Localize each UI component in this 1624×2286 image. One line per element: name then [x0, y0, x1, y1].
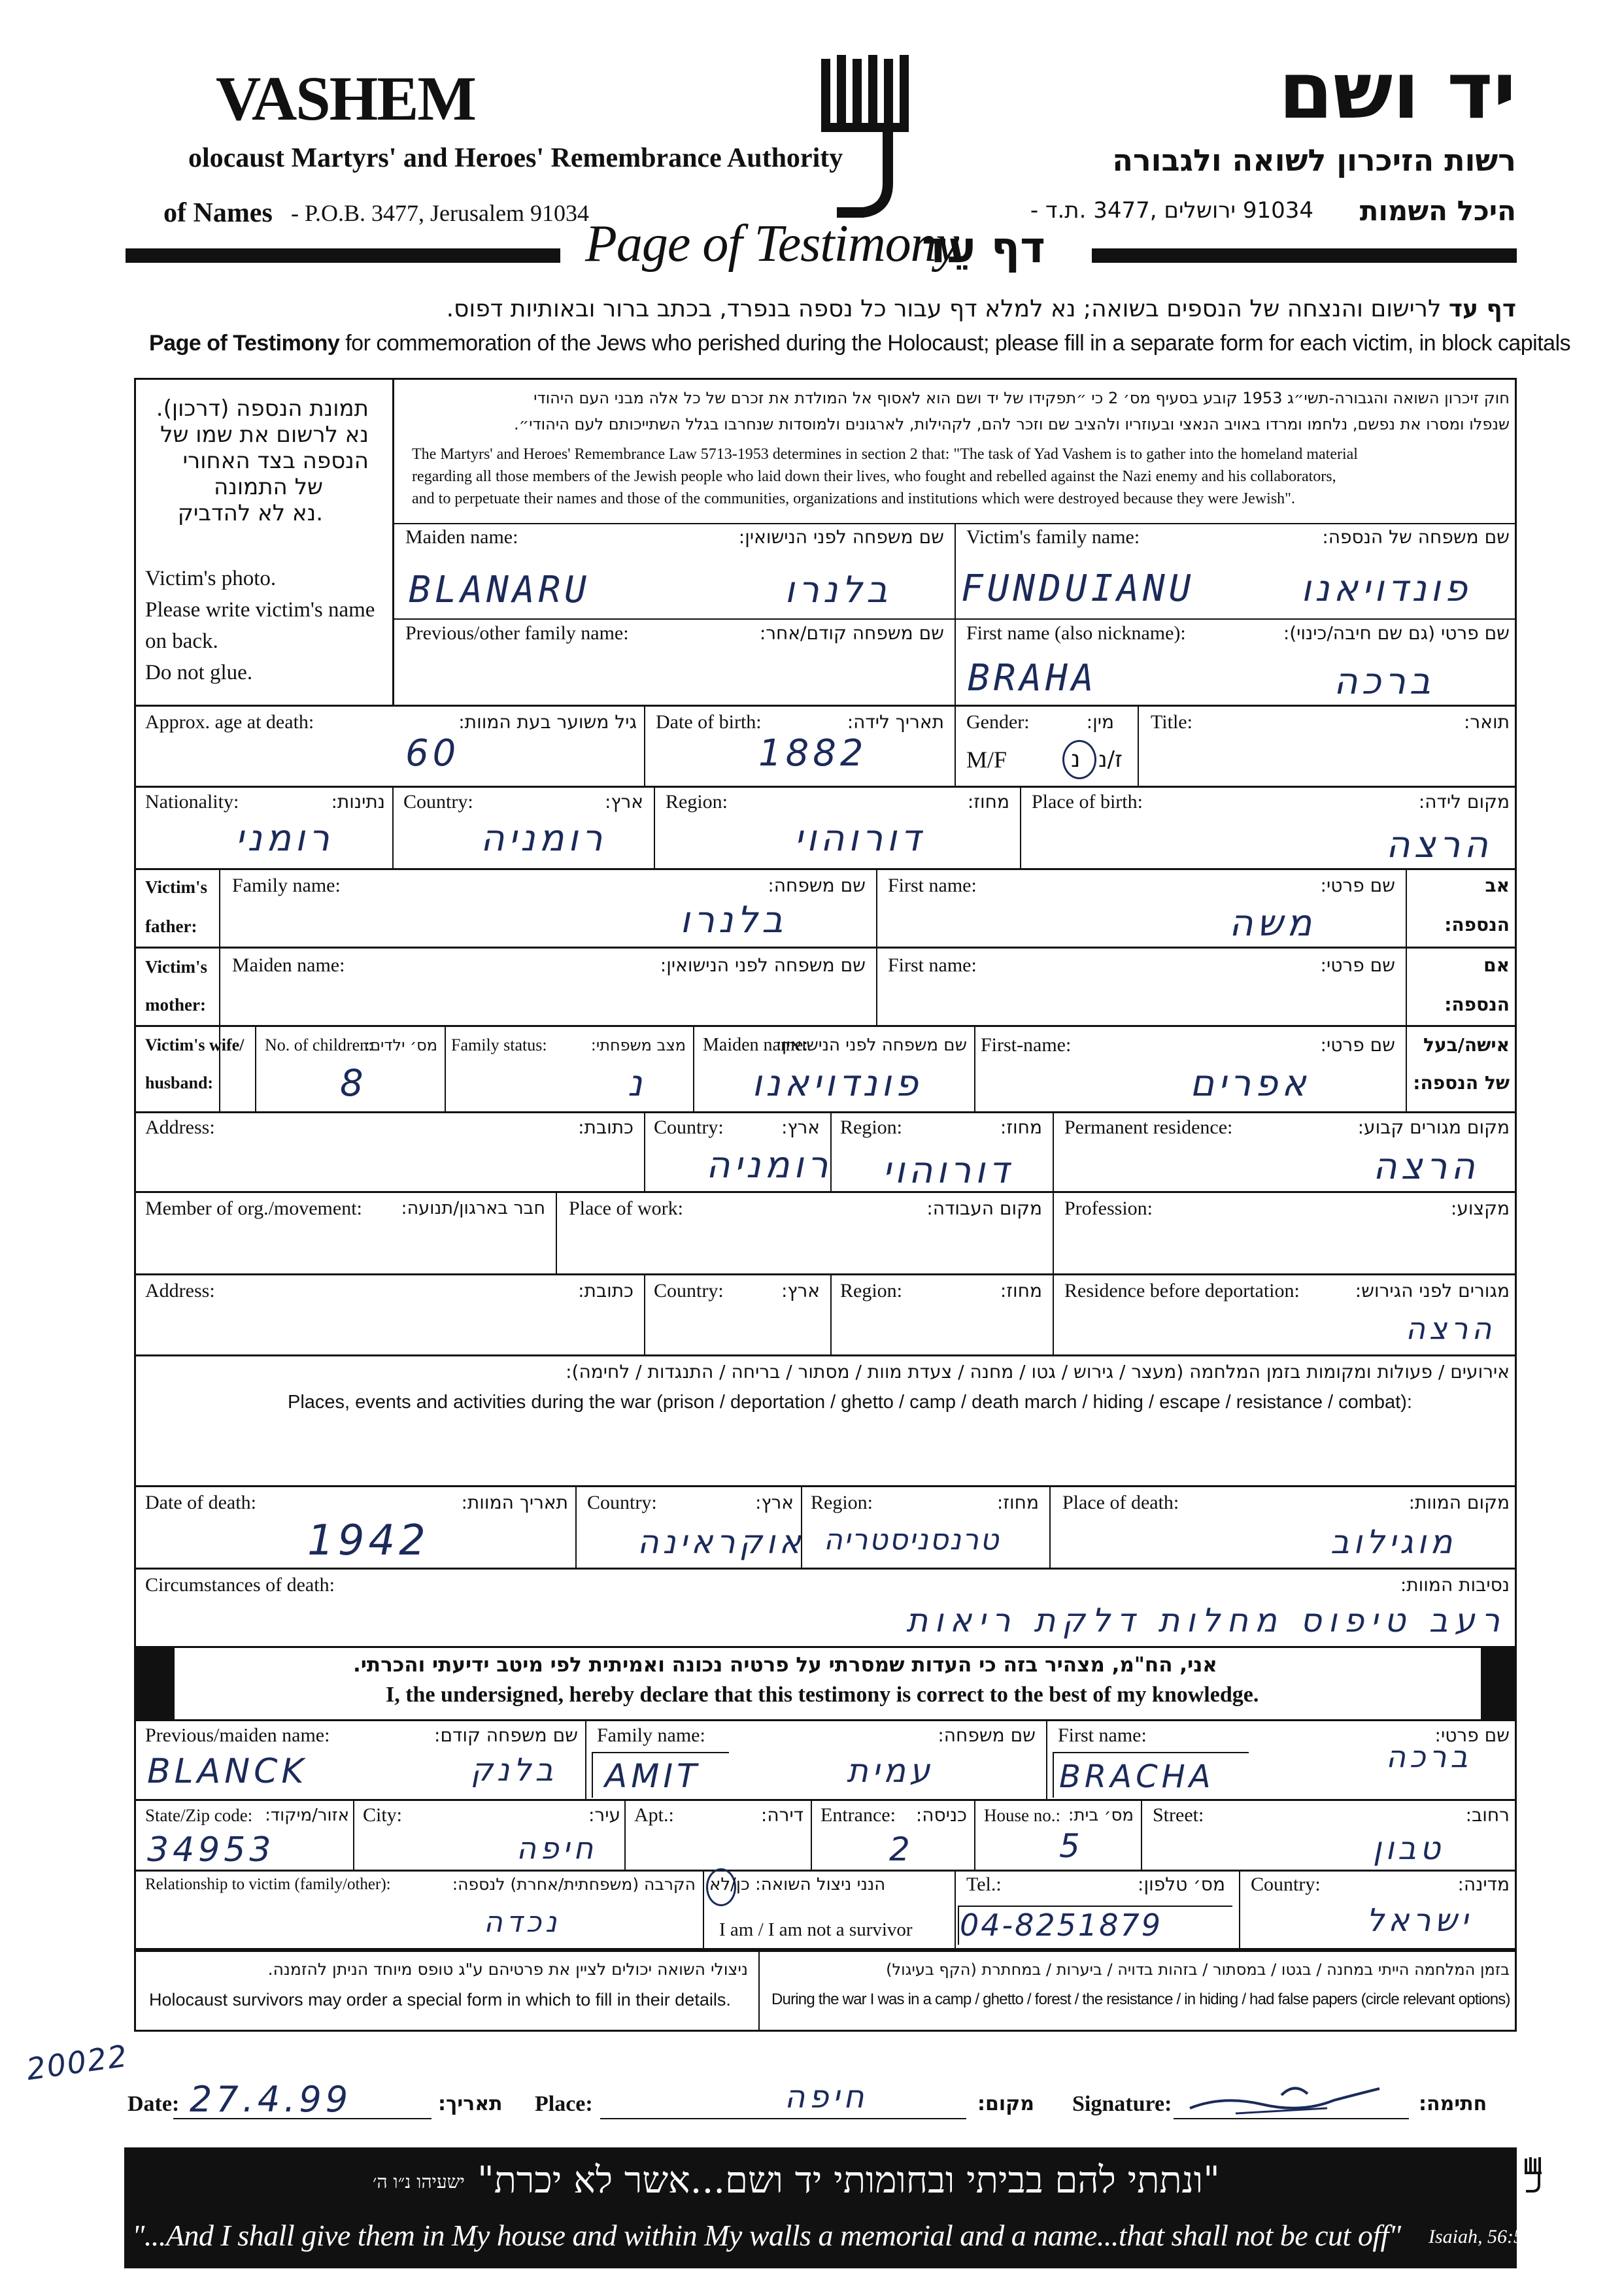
- rule: [134, 1354, 1517, 1356]
- rule: [1053, 1273, 1054, 1354]
- age-value[interactable]: 60: [405, 732, 460, 775]
- place-line: [600, 2118, 966, 2119]
- places-label-en: Places, events and activities during the war (prison / deportation / ghetto / camp / death march / hiding / escape / resistance / combat):: [288, 1392, 1412, 1413]
- footer-quote-he: "ונתתי להם בביתי ובחומותי יד ושם...אשר לא יכרת": [477, 2159, 1220, 2202]
- dod-label: Date of death:: [145, 1492, 256, 1513]
- pod-value[interactable]: מוגילוב: [1330, 1523, 1457, 1561]
- pob-label-he: מקום לידה:: [1418, 791, 1510, 813]
- country-label-he: ארץ:: [604, 791, 643, 813]
- rule: [1406, 868, 1407, 1113]
- maiden-name-label-he: שם משפחה לפני הנישואין:: [738, 526, 944, 548]
- city-label-he: עיר:: [588, 1804, 620, 1826]
- address2-region-label: Region:: [840, 1280, 902, 1302]
- photo-he-line: .נא לא להדביק: [177, 500, 323, 526]
- dod-label-he: תאריך המוות:: [461, 1492, 568, 1513]
- spouse-maiden-value[interactable]: פונדויאנו: [752, 1062, 922, 1105]
- age-label-he: גיל משוער בעת המוות:: [458, 711, 637, 733]
- res-country-value[interactable]: רומניה: [706, 1144, 832, 1186]
- gender-options: M/F: [966, 747, 1007, 773]
- dod-value[interactable]: 1942: [307, 1517, 430, 1565]
- res-country-label: Country:: [654, 1117, 724, 1138]
- mother-first-label-he: שם פרטי:: [1320, 954, 1395, 976]
- res-region-label: Region:: [840, 1117, 902, 1138]
- rule: [1138, 705, 1139, 786]
- zip-value[interactable]: 34953: [147, 1830, 275, 1870]
- circ-label-he: נסיבות המוות:: [1400, 1574, 1510, 1596]
- victim-family-label-he: שם משפחה של הנספה:: [1322, 526, 1510, 548]
- father-first-value[interactable]: משה: [1229, 902, 1316, 945]
- perm-res-value[interactable]: הרצה: [1373, 1145, 1480, 1188]
- rule: [445, 1025, 446, 1111]
- submitter-country-value[interactable]: ישראל: [1366, 1902, 1472, 1939]
- rule: [134, 868, 1517, 870]
- prev-family-label-he: שם משפחה קודם/אחר:: [759, 622, 944, 644]
- circ-label: Circumstances of death:: [145, 1574, 335, 1596]
- death-country-value[interactable]: אוקראינה: [637, 1523, 805, 1561]
- father-first-label: First name:: [888, 875, 977, 896]
- victim-family-value[interactable]: FUNDUIANU: [961, 567, 1195, 610]
- rule: [134, 1568, 1517, 1570]
- declaration-band-right: [1481, 1646, 1517, 1719]
- spouse-label: Victim's wife/: [145, 1035, 245, 1054]
- zip-label: State/Zip code:: [145, 1806, 253, 1825]
- first-name-label-he: שם פרטי (גם שם חיבה/כינוי):: [1283, 622, 1510, 644]
- dob-value[interactable]: 1882: [758, 732, 868, 775]
- city-label: City:: [363, 1804, 403, 1826]
- margin-number: 20022: [24, 2038, 131, 2087]
- relationship-label: Relationship to victim (family/other):: [145, 1875, 391, 1893]
- org-en-subtitle: olocaust Martyrs' and Heroes' Remembrance Authority: [188, 143, 843, 173]
- relationship-label-he: הקרבה (משפחתית/אחרת) לנספה:: [452, 1875, 696, 1894]
- pob-label: Place of birth:: [1032, 791, 1143, 813]
- father-label-he: אב: [1485, 875, 1510, 896]
- rule: [955, 523, 956, 705]
- street-label-he: רחוב:: [1465, 1804, 1510, 1826]
- form-title-en: Page of Testimony: [585, 215, 959, 273]
- title-rule-right: [1092, 248, 1517, 263]
- photo-en-line: Please write victim's name: [145, 598, 375, 622]
- title-label-he: תואר:: [1464, 711, 1510, 733]
- places-label-he: אירועים / פעולות ומקומות בזמן המלחמה (מעצר / גירוש / גטו / מחנה / צעדת מוות / מסתור / בריחה / התנגדות / לחימה):: [566, 1361, 1510, 1383]
- nationality-value[interactable]: רומני: [235, 817, 333, 860]
- rule: [1053, 1111, 1054, 1191]
- rule: [624, 1799, 626, 1870]
- death-region-label-he: מחוז:: [996, 1492, 1039, 1513]
- perm-res-label: Permanent residence:: [1064, 1117, 1233, 1138]
- footer-band: [124, 2147, 1523, 2268]
- tel-label-he: מס׳ טלפון:: [1138, 1874, 1225, 1895]
- father-label: father:: [145, 916, 197, 936]
- gender-selected: נ: [1071, 746, 1081, 773]
- father-label-he: הנספה:: [1444, 914, 1510, 935]
- rule: [134, 1799, 1517, 1801]
- rule: [1046, 1719, 1047, 1799]
- street-label: Street:: [1153, 1804, 1204, 1826]
- title-rule-left: [126, 248, 560, 263]
- region-label: Region:: [666, 791, 728, 813]
- street-value[interactable]: טבון: [1373, 1830, 1445, 1867]
- profession-label-he: מקצוע:: [1450, 1198, 1510, 1219]
- rule: [1239, 1870, 1240, 1950]
- country-label: Country:: [403, 791, 473, 813]
- children-label-he: מס׳ ילדים:: [365, 1036, 437, 1054]
- submitter-prev-value[interactable]: BLANCK: [147, 1752, 308, 1791]
- footer-quote-he-ref: ישעיהו נ״ו ה׳: [373, 2171, 465, 2193]
- victim-family-label: Victim's family name:: [966, 526, 1140, 548]
- photo-en-line: Victim's photo.: [145, 567, 277, 590]
- submitter-prev-label-he: שם משפחה קודם:: [434, 1724, 578, 1746]
- pre-deport-label: Residence before deportation:: [1064, 1280, 1300, 1302]
- rule: [134, 1485, 1517, 1487]
- declaration-he: אני, הח"מ, מצהיר בזה כי העדות שמסרתי על פרטיה נכונה ואמיתית לפי מיטב ידיעתי והכרתי.: [353, 1653, 1217, 1677]
- declaration-en: I, the undersigned, hereby declare that this testimony is correct to the best of my knowledge.: [386, 1683, 1259, 1707]
- law-en-line: and to perpetuate their names and those of the communities, organizations and institutions which were destroyed because they were Jewish".: [412, 490, 1295, 507]
- org-he-subtitle: רשות הזיכרון לשואה ולגבורה: [1112, 143, 1516, 178]
- place-label-he: מקום:: [977, 2093, 1034, 2115]
- mother-label: Victim's: [145, 957, 207, 977]
- address2-label: Address:: [145, 1280, 215, 1302]
- entrance-label-he: כניסה:: [915, 1804, 967, 1826]
- signature-label: Signature:: [1072, 2092, 1172, 2116]
- first-name-label: First name (also nickname):: [966, 622, 1186, 644]
- rule: [134, 1646, 1517, 1648]
- wartime-he: בזמן המלחמה הייתי במחנה / בגטו / במסתור / בזהות בדויה / ביערות / במחתרת (הקף בעיגול): [886, 1960, 1510, 1979]
- death-country-label-he: ארץ:: [754, 1492, 794, 1513]
- res-region-value[interactable]: דורוהוי: [883, 1149, 1013, 1192]
- father-family-label-he: שם משפחה:: [768, 875, 866, 896]
- rule: [134, 947, 1517, 948]
- pod-label-he: מקום המוות:: [1408, 1492, 1510, 1513]
- rule: [134, 1719, 1517, 1721]
- submitter-country-label-he: מדינה:: [1457, 1874, 1510, 1895]
- family-status-value[interactable]: נ: [628, 1062, 647, 1105]
- org-he-names: היכל השמות: [1359, 195, 1516, 227]
- law-he-line: שנפלו ומסרו את נפשם, נלחמו ומרדו באויב הנאצי ובעוזריו ולהציב שם וזכר להם, לקהילות, לארגונים ולמוסדות שנחרבו בגלל השתייכותם לעם היהודי״.: [514, 415, 1510, 433]
- house-label-he: מס׳ בית:: [1068, 1806, 1134, 1825]
- maiden-name-label: Maiden name:: [405, 526, 518, 548]
- photo-he-line: תמונת הנספה (דרכון).: [156, 395, 369, 422]
- declaration-band-left: [134, 1646, 175, 1719]
- survivors-note-en: Holocaust survivors may order a special form in which to fill in their details.: [149, 1990, 731, 2009]
- rule: [575, 1485, 577, 1568]
- entrance-label: Entrance:: [820, 1804, 896, 1826]
- intro-en: [149, 331, 1570, 356]
- submitter-family-value[interactable]: AMIT: [605, 1757, 701, 1795]
- intro-en-text: for commemoration of the Jews who perished during the Holocaust; please fill in a separate form for each victim, in block capitals: [345, 331, 1571, 356]
- city-value[interactable]: חיפה: [516, 1830, 598, 1866]
- house-value[interactable]: 5: [1059, 1827, 1084, 1865]
- photo-he-line: נא לרשום את שמו של: [160, 422, 369, 448]
- spouse-label-he: אישה/בעל: [1423, 1034, 1510, 1056]
- rule: [1141, 1799, 1142, 1870]
- yad-vashem-logo: [817, 52, 922, 222]
- mother-label-he: אם: [1483, 954, 1510, 976]
- address-label: Address:: [145, 1117, 215, 1138]
- org-he-address: 91034 ירושלים ,3477 .ת.ד -: [1030, 197, 1313, 224]
- submitter-family-value-he[interactable]: עמית: [847, 1752, 934, 1790]
- intro-en-bold: Page of Testimony: [149, 331, 340, 356]
- country-value[interactable]: רומניה: [481, 817, 607, 860]
- submitter-country-label: Country:: [1251, 1874, 1321, 1895]
- rule: [644, 705, 645, 786]
- submitter-family-label-he: שם משפחה:: [938, 1724, 1036, 1746]
- mother-maiden-label: Maiden name:: [232, 954, 345, 976]
- member-label: Member of org./movement:: [145, 1198, 362, 1219]
- death-region-label: Region:: [811, 1492, 873, 1513]
- house-label: House no.:: [984, 1806, 1060, 1825]
- nationality-label-he: נתינות:: [331, 791, 385, 813]
- photo-he-line: הנספה בצד האחורי: [182, 448, 369, 474]
- father-family-value[interactable]: בלנרו: [680, 899, 787, 941]
- org-en-title: VASHEM: [216, 63, 475, 133]
- rule: [134, 1273, 1517, 1275]
- father-family-label: Family name:: [232, 875, 341, 896]
- rule: [703, 1870, 704, 1950]
- member-label-he: חבר בארגון/תנועה:: [401, 1198, 545, 1219]
- spouse-label-he: של הנספה:: [1413, 1072, 1510, 1094]
- submitter-family-label: Family name:: [597, 1724, 705, 1746]
- relationship-value[interactable]: נכדה: [484, 1906, 561, 1939]
- rule: [644, 1273, 645, 1354]
- rule: [974, 1025, 975, 1111]
- spouse-label: husband:: [145, 1073, 214, 1092]
- gender-label: Gender:: [966, 711, 1030, 733]
- work-label: Place of work:: [569, 1198, 683, 1219]
- circ-value[interactable]: רעב טיפוס מחלות דלקת ריאות: [906, 1602, 1506, 1639]
- address2-country-label-he: ארץ:: [781, 1280, 820, 1302]
- address2-label-he: כתובת:: [578, 1280, 634, 1302]
- rule: [1020, 786, 1021, 868]
- rule: [353, 1799, 354, 1870]
- form-title-he: דף עֵד: [922, 222, 1045, 273]
- wartime-en: During the war I was in a camp / ghetto / forest / the resistance / in hiding / had false papers (circle relevant options): [771, 1991, 1510, 2008]
- tel-label: Tel.:: [966, 1874, 1002, 1895]
- victim-family-value-he[interactable]: פונדויאנו: [1301, 567, 1472, 610]
- place-label: Place:: [535, 2092, 593, 2116]
- rule: [644, 1111, 645, 1191]
- address2-region-label-he: מחוז:: [1000, 1280, 1042, 1302]
- rule: [974, 1799, 975, 1870]
- tel-value[interactable]: 04-8251879: [960, 1908, 1162, 1943]
- gender-label-he: מין:: [1086, 711, 1114, 733]
- law-en-line: regarding all those members of the Jewish people who laid down their lives, who fought and rebelled against the Nazi enemy and his collaborators,: [412, 468, 1336, 485]
- rule: [1053, 1191, 1054, 1273]
- footer-quote-en: "...And I shall give them in My house and within My walls a memorial and a name...that shall not be cut off": [132, 2219, 1401, 2252]
- perm-res-label-he: מקום מגורים קבוע:: [1357, 1117, 1510, 1138]
- intro-he-text: לרישום והנצחה של הנספים בשואה; נא למלא דף עבור כל נספה בנפרד, בכתב ברור ובאותיות דפוס.: [446, 295, 1442, 322]
- mother-maiden-label-he: שם משפחה לפני הנישואין:: [660, 954, 866, 976]
- survivor-label-he: הנני ניצול השואה: כן/לא: [709, 1875, 886, 1894]
- pre-deport-label-he: מגורים לפני הגירוש:: [1355, 1280, 1510, 1302]
- prev-family-label: Previous/other family name:: [405, 622, 629, 644]
- zip-label-he: אזור/מיקוד:: [265, 1806, 349, 1825]
- first-name-value[interactable]: BRAHA: [968, 657, 1098, 699]
- rule: [654, 786, 655, 868]
- father-label: Victim's: [145, 877, 207, 897]
- rule: [811, 1799, 812, 1870]
- date-value[interactable]: 27.4.99: [190, 2079, 352, 2120]
- spouse-maiden-label-he: שם משפחה לפני הנישואין:: [776, 1035, 967, 1055]
- region-value[interactable]: דורוהוי: [794, 817, 925, 860]
- spouse-first-value[interactable]: אפרים: [1190, 1062, 1310, 1105]
- rule: [134, 1111, 1517, 1113]
- region-label-he: מחוז:: [967, 791, 1009, 813]
- rule: [392, 786, 394, 868]
- rule: [955, 705, 956, 786]
- submitter-first-label: First name:: [1058, 1724, 1147, 1746]
- dob-label: Date of birth:: [656, 711, 762, 733]
- rule: [255, 1025, 256, 1111]
- age-label: Approx. age at death:: [145, 711, 314, 733]
- rule: [955, 1870, 956, 1950]
- profession-label: Profession:: [1064, 1198, 1153, 1219]
- family-status-label: Family status:: [451, 1035, 547, 1054]
- org-en-address: - P.O.B. 3477, Jerusalem 91034: [291, 200, 589, 226]
- footer-quote-en-ref: Isaiah, 56:5: [1429, 2226, 1523, 2247]
- rule: [1049, 1485, 1051, 1568]
- mother-label-he: הנספה:: [1444, 994, 1510, 1015]
- father-first-label-he: שם פרטי:: [1320, 875, 1395, 896]
- photo-he-line: של התמונה: [214, 474, 323, 500]
- dob-label-he: תאריך לידה:: [847, 711, 944, 733]
- gender-options-he: ז/נ: [1098, 747, 1123, 773]
- res-country-label-he: ארץ:: [781, 1117, 820, 1138]
- rule: [693, 1025, 694, 1111]
- pob-value[interactable]: הרצה: [1386, 824, 1493, 866]
- mother-first-label: First name:: [888, 954, 977, 976]
- death-country-label: Country:: [587, 1492, 657, 1513]
- spouse-first-label-he: שם פרטי:: [1320, 1034, 1395, 1056]
- work-label-he: מקום העבודה:: [926, 1198, 1042, 1219]
- mother-label: mother:: [145, 995, 206, 1015]
- org-he-title: יד ושם: [1278, 46, 1516, 137]
- res-region-label-he: מחוז:: [1000, 1117, 1042, 1138]
- family-status-label-he: מצב משפחתי:: [590, 1036, 686, 1054]
- survivor-label-en: I am / I am not a survivor: [719, 1919, 913, 1940]
- org-en-names: of Names: [163, 198, 273, 228]
- children-value[interactable]: 8: [340, 1062, 367, 1105]
- pre-deport-value[interactable]: הרצה: [1406, 1311, 1496, 1346]
- address2-country-label: Country:: [654, 1280, 724, 1302]
- rule: [585, 1719, 586, 1799]
- first-name-value-he[interactable]: ברכה: [1334, 660, 1435, 703]
- apt-label-he: דירה:: [760, 1804, 804, 1826]
- footer-logo: [1523, 2157, 1546, 2194]
- survivors-note-he: ניצולי השואה יכולים לציין את פרטיהם ע"ג טופס מיוחד הניתן להזמנה.: [267, 1960, 748, 1979]
- photo-en-line: Do not glue.: [145, 661, 253, 684]
- rule: [134, 786, 1517, 788]
- entrance-value[interactable]: 2: [889, 1830, 914, 1868]
- intro-he-bold: דף עד: [1448, 295, 1516, 322]
- rule: [830, 1273, 832, 1354]
- submitter-prev-value-he[interactable]: בלנק: [471, 1752, 558, 1789]
- rule: [134, 1025, 1517, 1027]
- children-label: No. of children:: [265, 1035, 373, 1054]
- submitter-first-label-he: שם פרטי:: [1434, 1724, 1510, 1746]
- title-label: Title:: [1151, 711, 1193, 733]
- submitter-first-value[interactable]: BRACHA: [1059, 1758, 1215, 1795]
- spouse-first-label: First-name:: [981, 1034, 1072, 1056]
- date-label: Date:: [127, 2092, 180, 2116]
- submitter-first-value-he[interactable]: ברכה: [1386, 1739, 1472, 1774]
- pod-label: Place of death:: [1062, 1492, 1179, 1513]
- rule: [392, 378, 394, 705]
- date-label-he: תאריך:: [438, 2093, 503, 2115]
- maiden-name-value-he[interactable]: בלנרו: [785, 569, 892, 611]
- apt-label: Apt.:: [634, 1804, 674, 1826]
- signature-label-he: חתימה:: [1419, 2093, 1487, 2115]
- signature-scribble[interactable]: [1183, 2076, 1393, 2121]
- intro-he: [447, 295, 1516, 322]
- rule: [219, 868, 220, 1113]
- submitter-prev-label: Previous/maiden name:: [145, 1724, 330, 1746]
- spouse-maiden-label: Maiden name:: [703, 1035, 808, 1055]
- rule: [134, 705, 1517, 707]
- law-en-line: The Martyrs' and Heroes' Remembrance Law 5713-1953 determines in section 2 that: "The task of Yad Vashem is to gather into the homeland material: [412, 446, 1358, 463]
- rule: [134, 1870, 1517, 1872]
- death-region-value[interactable]: טרנסניסטריה: [824, 1523, 1000, 1556]
- place-value[interactable]: חיפה: [785, 2079, 868, 2115]
- law-he-line: חוק זיכרון השואה והגבורה-תשי״ג 1953 קובע בסעיף מס׳ 2 כי ״תפקידו של יד ושם הוא לאסוף אל המולדת את זכרם של כל אלה מבני העם היהודי: [533, 389, 1510, 407]
- nationality-label: Nationality:: [145, 791, 239, 813]
- form-frame-bottom: [134, 1950, 1517, 2032]
- rule: [134, 1191, 1517, 1193]
- maiden-name-value[interactable]: BLANARU: [409, 569, 591, 611]
- rule: [556, 1191, 557, 1273]
- address-label-he: כתובת:: [578, 1117, 634, 1138]
- photo-en-line: on back.: [145, 630, 218, 653]
